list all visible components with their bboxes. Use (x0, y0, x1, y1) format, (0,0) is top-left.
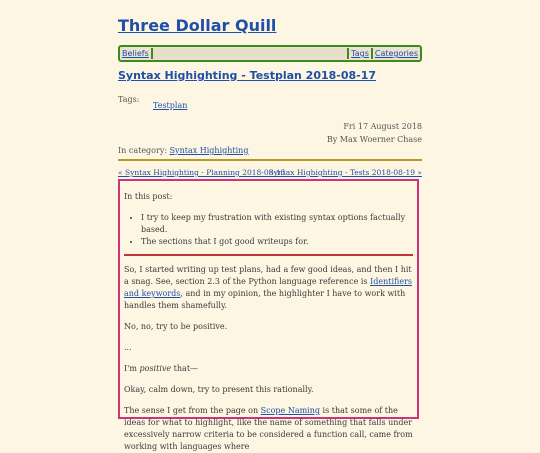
site-title-link[interactable]: Three Dollar Quill (118, 16, 277, 35)
category-label: In category: (118, 146, 168, 155)
nav-link-beliefs[interactable]: Beliefs (122, 49, 149, 58)
tag-link-testplan[interactable]: Testplan (153, 101, 188, 110)
nav-spacer (153, 48, 347, 59)
post-author: By Max Woerner Chase (326, 135, 422, 144)
summary-intro: In this post: (124, 192, 173, 201)
nav-bar (118, 45, 422, 62)
scope-naming-link[interactable]: Scope Naming (260, 406, 321, 415)
paragraph-text: is that some of the ideas for what to highlight, like the name of something that falls under excessively narrow criteria to be considered a function call, came from working with languages where (124, 406, 413, 451)
emphasis: positive (139, 364, 172, 373)
paragraph: Okay, calm down, try to present this rationally. (124, 385, 314, 394)
paragraph (124, 363, 413, 375)
summary-item: • The sections that I got good writeups for. (141, 236, 413, 248)
paragraph-text: I'm (124, 364, 140, 373)
next-post-link[interactable]: Syntax Highighting - Tests 2018-08-19 » (268, 168, 422, 177)
nav-link-tags[interactable]: Tags (351, 49, 369, 58)
paragraph: ... (124, 343, 132, 352)
paragraph-text: , and in my opinion, the highlighter I have to work with handles them shamefully. (124, 289, 406, 310)
post-title-link[interactable]: Syntax Highighting - Testplan 2018-08-17 (118, 69, 377, 82)
nav-link-categories[interactable]: Categories (374, 49, 418, 58)
paragraph: No, no, try to be positive. (124, 322, 228, 331)
summary-divider (124, 254, 413, 256)
paragraph-text: The sense I get from the page on (124, 406, 261, 415)
post-category (118, 146, 248, 155)
summary-list (124, 212, 413, 248)
paragraph-text: that— (171, 364, 199, 373)
paragraph (124, 264, 413, 312)
prev-post-link[interactable]: « Syntax Highighting - Planning 2018-08-15 (118, 168, 286, 177)
category-link[interactable]: Syntax Highighting (169, 146, 249, 155)
post-content (118, 179, 419, 451)
divider (118, 159, 422, 161)
paragraph (124, 405, 413, 453)
identifiers-link[interactable]: Identifiers and keywords (124, 277, 413, 298)
tags-label: Tags: (118, 95, 140, 104)
paragraph-text: So, I started writing up test plans, had a few good ideas, and then I hit a snag. See, section 2.3 of the Python language reference is (124, 265, 412, 286)
post-date: Fri 17 August 2018 (343, 122, 422, 131)
summary-item: • I try to keep my frustration with existing syntax options factually based. (141, 212, 413, 236)
